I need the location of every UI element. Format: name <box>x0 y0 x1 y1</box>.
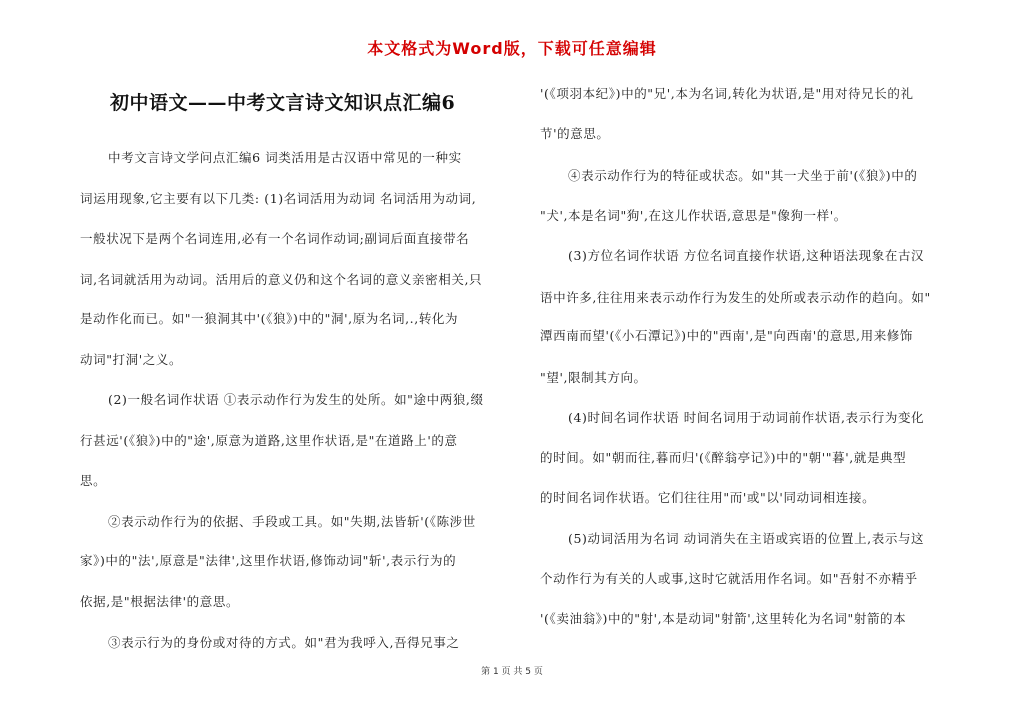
text-line: 的时间。如"朝而往,暮而归'(《醉翁亭记》)中的"朝'"暮',就是典型 <box>540 450 907 465</box>
text-line: 的时间名词作状语。它们往往用"而'或"以'同动词相连接。 <box>540 490 876 505</box>
text-line: (2)一般名词作状语 ①表示动作行为发生的处所。如"途中两狼,缀 <box>108 392 484 407</box>
text-line: 思。 <box>80 473 107 488</box>
text-line: 个动作行为有关的人或事,这时它就活用作名词。如"吾射不亦精乎 <box>540 571 918 586</box>
text-line: (4)时间名词作状语 时间名词用于动词前作状语,表示行为变化 <box>568 410 925 425</box>
text-line: 行甚远'(《狼》)中的"途',原意为道路,这里作状语,是"在道路上'的意 <box>80 433 458 448</box>
text-line: 依据,是"根据法律'的意思。 <box>80 594 240 609</box>
text-line: 词运用现象,它主要有以下几类: (1)名词活用为动词 名词活用为动词, <box>80 191 477 206</box>
download-banner: 本文格式为Word版，下载可任意编辑 <box>367 39 657 58</box>
page-footer: 第 1 页 共 5 页 <box>481 667 543 677</box>
text-line: 动词"打洞'之义。 <box>80 352 183 367</box>
text-line: 语中许多,往往用来表示动作行为发生的处所或表示动作的趋向。如" <box>540 290 931 305</box>
text-line: ③表示行为的身份或对待的方式。如"君为我呼入,吾得兄事之 <box>108 635 460 650</box>
text-line: ②表示动作行为的依据、手段或工具。如"失期,法皆斩'(《陈涉世 <box>108 514 476 529</box>
text-line: 潭西南而望'(《小石潭记》)中的"西南',是"向西南'的意思,用来修饰 <box>540 328 914 343</box>
text-line: '(《项羽本纪》)中的"兄',本为名词,转化为状语,是"用对待兄长的礼 <box>540 86 914 101</box>
text-line: 中考文言诗文学问点汇编6 词类活用是古汉语中常见的一种实 <box>108 150 462 165</box>
text-line: 家》)中的"法',原意是"法律',这里作状语,修饰动词"斩',表示行为的 <box>80 553 457 568</box>
text-line: ④表示动作行为的特征或状态。如"其一犬坐于前'(《狼》)中的 <box>568 168 918 183</box>
text-line: 词,名词就活用为动词。活用后的意义仍和这个名词的意义亲密相关,只 <box>80 272 483 287</box>
text-line: "犬',本是名词"狗',在这儿作状语,意思是"像狗一样'。 <box>540 208 847 223</box>
text-line: 一般状况下是两个名词连用,必有一个名词作动词;副词后面直接带名 <box>80 231 470 246</box>
text-line: (5)动词活用为名词 动词消失在主语或宾语的位置上,表示与这 <box>568 531 925 546</box>
text-line: 节'的意思。 <box>540 126 610 141</box>
text-line: '(《卖油翁》)中的"射',本是动词"射箭',这里转化为名词"射箭的本 <box>540 611 907 626</box>
text-line: "望',限制其方向。 <box>540 370 647 385</box>
document-title: 初中语文——中考文言诗文知识点汇编6 <box>110 92 456 114</box>
text-line: (3)方位名词作状语 方位名词直接作状语,这种语法现象在古汉 <box>568 248 925 263</box>
text-line: 是动作化而已。如"一狼洞其中'(《狼》)中的"洞',原为名词,.,转化为 <box>80 311 459 326</box>
